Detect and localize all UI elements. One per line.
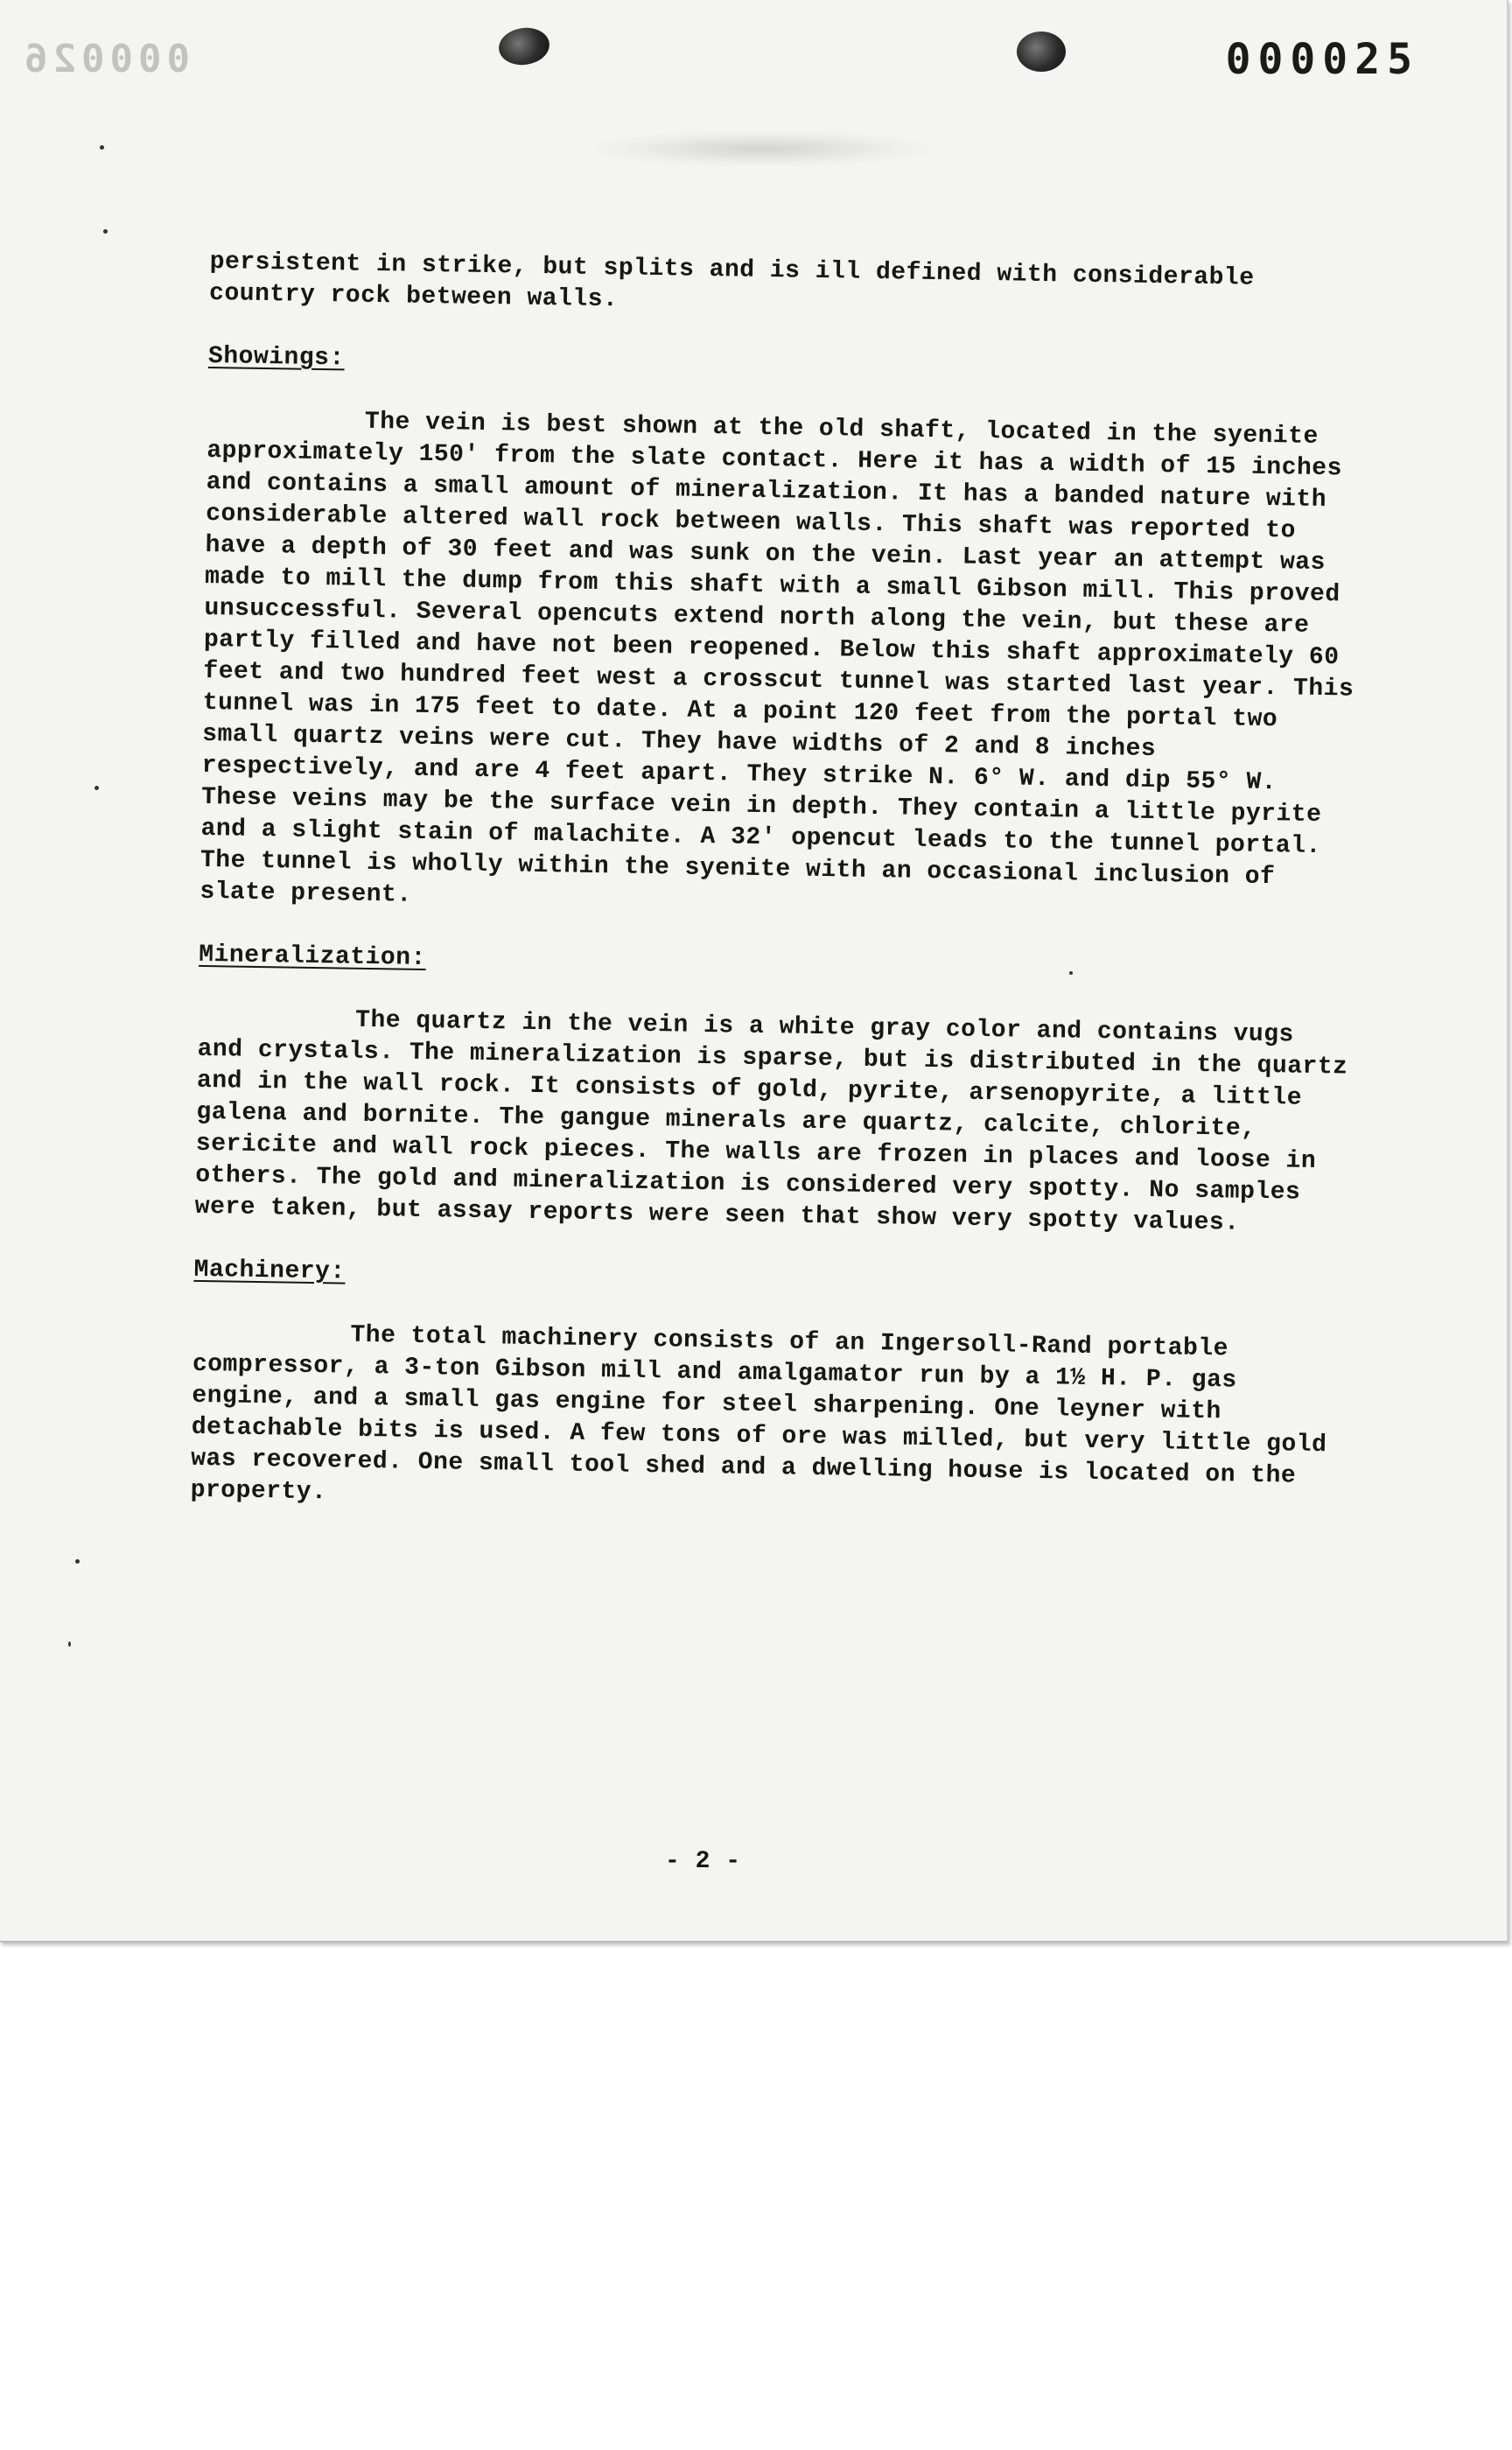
scan-speck — [94, 786, 99, 790]
continuation-paragraph: persistent in strike, but splits and is ill defined with considerable country rock between walls. — [208, 248, 1270, 314]
section-heading-showings: Showings: — [207, 342, 345, 373]
scan-speck — [103, 229, 108, 234]
section-text-machinery: The total machinery consists of an Ingersoll-Rand portable compressor, a 3-ton Gibson mill and amalgamator run by a 1½ H. P. gas engine, and a small gas engine for steel sharpening. One leyner with detachable bits is used. A few tons of ore was milled, but very little gold was recovered. One small tool shed and a dwelling house is located on the property. — [190, 1321, 1342, 1507]
scan-speck — [100, 145, 104, 150]
page-number: - 2 - — [665, 1848, 741, 1875]
section-heading-mineralization: Mineralization: — [199, 941, 427, 972]
punch-hole-left — [496, 24, 551, 68]
bleed-through-number: 000026 — [19, 37, 190, 81]
scan-smudge — [595, 131, 928, 166]
document-number: 000025 — [1225, 35, 1419, 84]
section-heading-machinery: Machinery: — [193, 1256, 346, 1286]
scan-speck — [68, 1642, 71, 1647]
section-text-mineralization: The quartz in the vein is a white gray color and contains vugs and crystals. The mineralization is sparse, but is distributed in the quartz and in the wall rock. It consists of gold, pyrite, arsenopyrite, a little galena and bornite. The gangue minerals are quartz, calcite, chlorite, sericite and wall rock pieces. The walls are frozen in places and loose in others. The gold and mineralization is considered very spotty. No samples were taken, but assay reports were seen that show very spotty values. — [194, 1006, 1363, 1237]
section-text-showings: The vein is best shown at the old shaft, located in the syenite approximately 150' from the slate contact. Here it has a width of 15 inches and contains a small amount of mineralization. It has a banded nature with considerable altered wall rock between walls. This shaft was reported to have a depth of 30 feet and was sunk on the vein. Last year an attempt was made to mill the dump from this shaft with a small Gibson mill. This proved unsuccessful. Several opencuts extend north along the vein, but these are partly filled and have not been reopened. Below this shaft approximately 60 feet and two hundred feet west a crosscut tunnel was started last year. This tunnel was in 175 feet to date. At a point 120 feet from the portal two small quartz veins were cut. They have widths of 2 and 8 inches respectively, and are 4 feet apart. They strike N. 6° W. and dip 55° W. These veins may be the surface vein in depth. They contain a little pyrite and a slight stain of malachite. A 32' opencut leads to the tunnel portal. The tunnel is wholly within the syenite with an occasional inclusion of slate present. — [200, 408, 1369, 909]
punch-hole-right — [1017, 32, 1066, 72]
scan-speck — [75, 1559, 80, 1564]
document-body — [190, 247, 1369, 1525]
